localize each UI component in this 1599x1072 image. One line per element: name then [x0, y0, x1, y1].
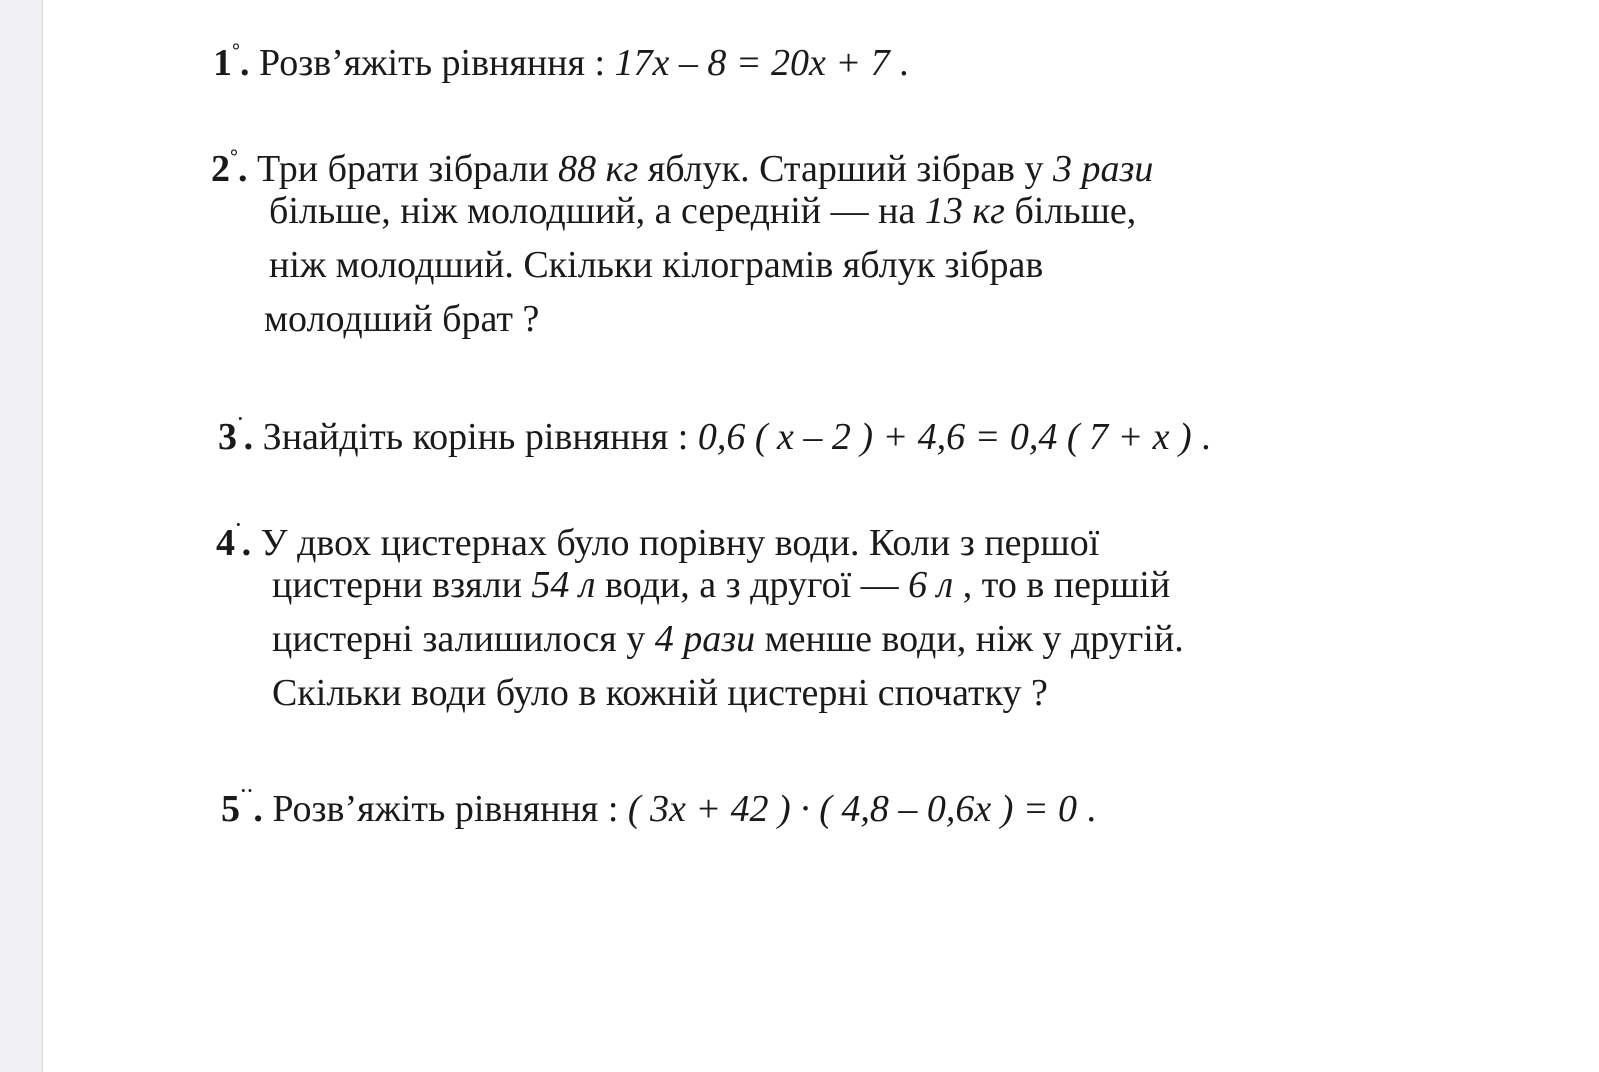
task-text: Три брати зібрали 88 кг яблук. Старший зібрав у 3 рази [257, 148, 1154, 190]
task-number: 1°. [213, 40, 250, 84]
task-4-line-4: Скільки води було в кожній цистерні спочатку ? [272, 672, 1048, 714]
task-5 [221, 770, 1096, 836]
task-2-line-4: молодший брат ? [264, 298, 540, 340]
task-2-line-2: більше, ніж молодший, а середній — на 13 кг більше, [269, 190, 1137, 232]
task-number: 4˙. [216, 520, 252, 564]
task-text: Розв’яжіть рівняння : ( 3x + 42 ) · ( 4,8 – 0,6x ) = 0 . [272, 788, 1097, 830]
task-number: 2°. [211, 146, 248, 190]
document-page [43, 0, 1599, 1072]
task-text: Знайдіть корінь рівняння : 0,6 ( x – 2 ) + 4,6 = 0,4 ( 7 + x ) . [262, 416, 1211, 458]
task-1 [213, 24, 909, 90]
task-2-line-3: ніж молодший. Скільки кілограмів яблук зібрав [269, 244, 1044, 286]
task-number: 5˙˙. [221, 786, 263, 830]
task-text: У двох цистернах було порівну води. Коли з першої [260, 522, 1100, 564]
task-number: 3˙. [218, 414, 254, 458]
task-3 [218, 398, 1211, 464]
task-text: Розв’яжіть рівняння : 17x – 8 = 20x + 7 . [259, 42, 909, 84]
task-4-line-3: цистерні залишилося у 4 рази менше води, ніж у другій. [272, 618, 1184, 660]
viewer-left-gutter [0, 0, 43, 1072]
task-4-line-2: цистерни взяли 54 л води, а з другої — 6 л , то в першій [272, 564, 1171, 606]
